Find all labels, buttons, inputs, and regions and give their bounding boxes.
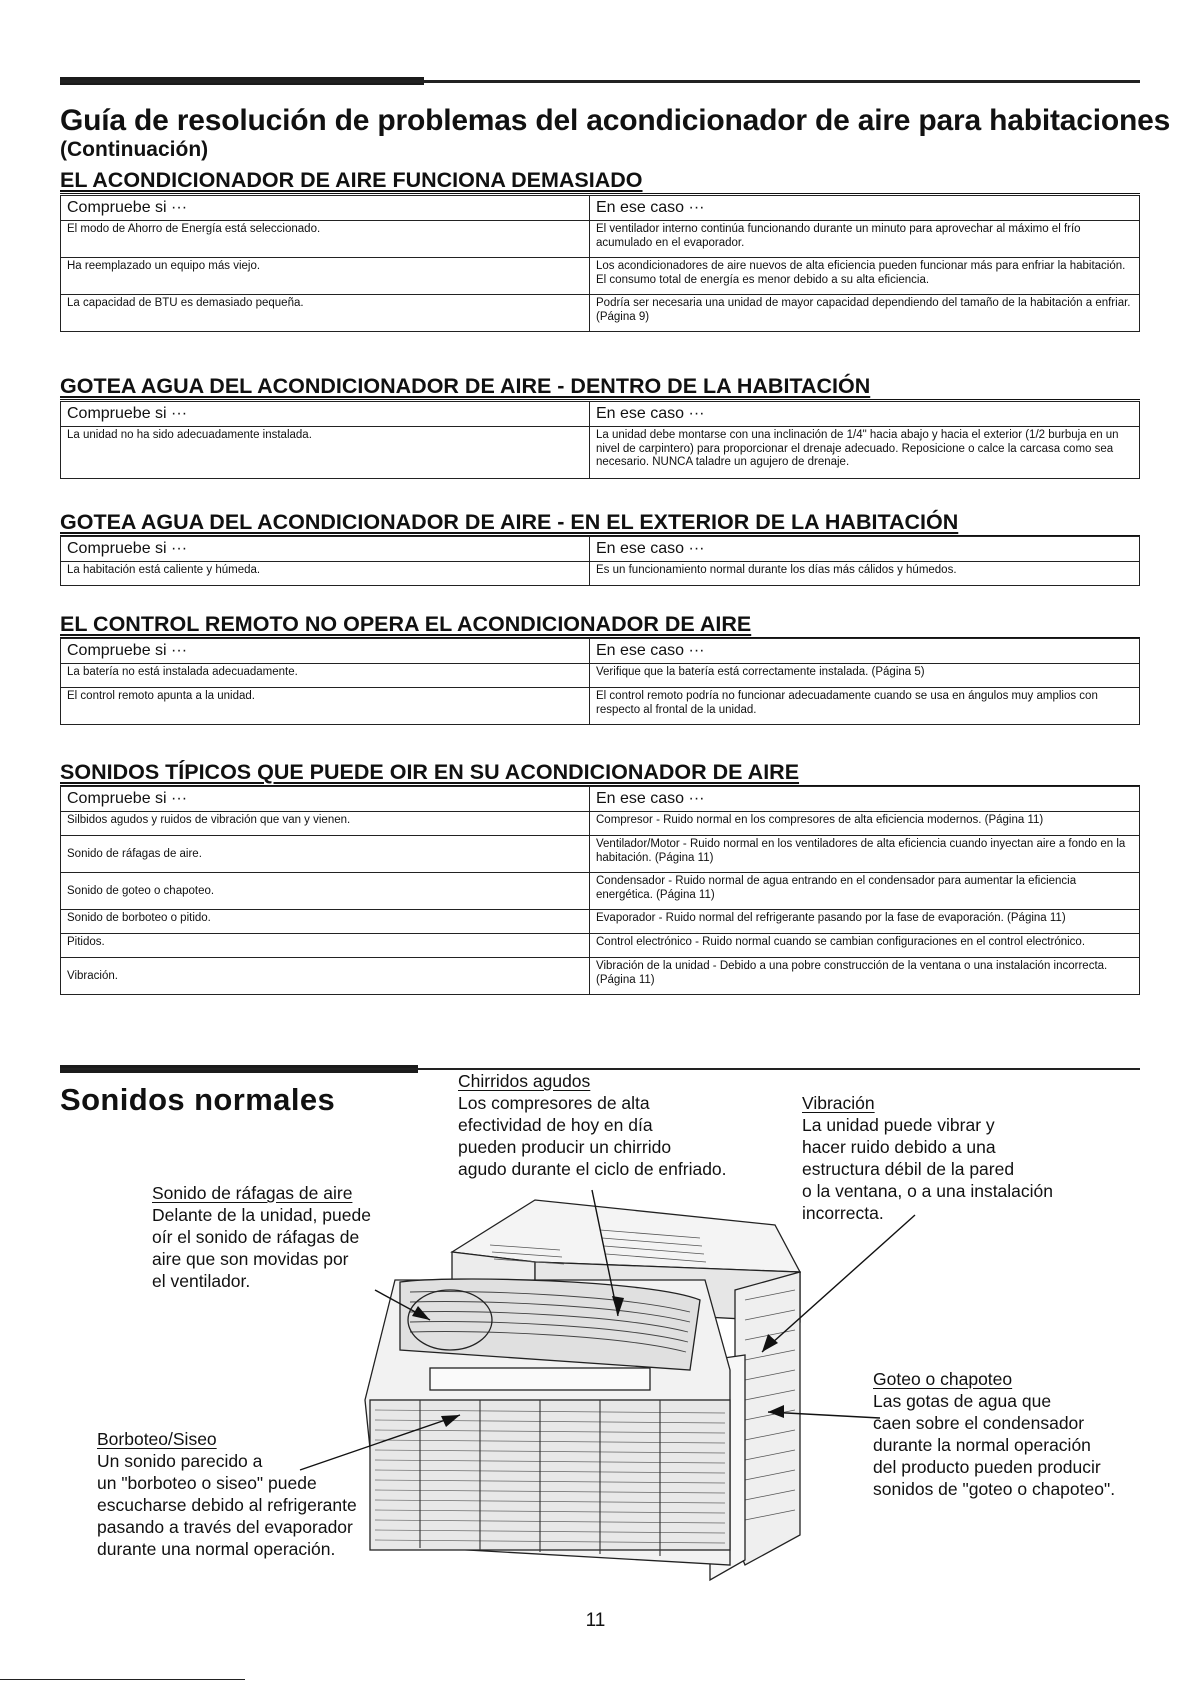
callout-vibracion xyxy=(802,1092,1053,1224)
callout-line: estructura débil de la pared xyxy=(802,1159,1015,1179)
callout-goteo xyxy=(873,1368,1115,1500)
case-cell: Compresor - Ruido normal en los compresores de alta eficiencia modernos. (Página 11) xyxy=(590,812,1140,836)
callout-chirridos xyxy=(458,1070,727,1180)
case-cell: Vibración de la unidad - Debido a una pobre construcción de la ventana o una instalación incorrecta. (Página 11) xyxy=(590,958,1140,995)
case-cell: Evaporador - Ruido normal del refrigerante pasando por la fase de evaporación. (Página 11) xyxy=(590,910,1140,934)
column-header-case: En ese caso ··· xyxy=(590,196,1140,221)
column-header-case: En ese caso ··· xyxy=(590,787,1140,812)
check-cell: Vibración. xyxy=(61,958,590,995)
case-cell: Control electrónico - Ruido normal cuando se cambian configuraciones en el control electrónico. xyxy=(590,934,1140,958)
section-title: GOTEA AGUA DEL ACONDICIONADOR DE AIRE - EN EL EXTERIOR DE LA HABITACIÓN xyxy=(60,510,1140,535)
callout-line: La unidad puede vibrar y xyxy=(802,1115,995,1135)
callout-line: caen sobre el condensador xyxy=(873,1413,1085,1433)
callout-line: durante una normal operación. xyxy=(97,1539,336,1559)
section-title: EL ACONDICIONADOR DE AIRE FUNCIONA DEMASIADO xyxy=(60,168,1140,193)
check-cell: El modo de Ahorro de Energía está seleccionado. xyxy=(61,221,590,258)
column-header-check: Compruebe si ··· xyxy=(61,402,590,427)
callout-line: Las gotas de agua que xyxy=(873,1391,1052,1411)
callout-line: aire que son movidas por xyxy=(152,1249,349,1269)
case-cell: El ventilador interno continúa funcionando durante un minuto para aprovechar al máximo el frío acumulado en el evaporador. xyxy=(590,221,1140,258)
column-header-case: En ese caso ··· xyxy=(590,639,1140,664)
check-cell: Sonido de borboteo o pitido. xyxy=(61,910,590,934)
case-cell: Condensador - Ruido normal de agua entrando en el condensador para aumentar la eficiencia energética. (Página 11) xyxy=(590,873,1140,910)
callout-borboteo xyxy=(97,1428,357,1560)
page-number: 11 xyxy=(585,1610,606,1631)
normal-sounds-title: Sonidos normales xyxy=(60,1082,336,1117)
callout-line: agudo durante el ciclo de enfriado. xyxy=(458,1159,727,1179)
section-title: SONIDOS TÍPICOS QUE PUEDE OIR EN SU ACONDICIONADOR DE AIRE xyxy=(60,760,1140,785)
case-cell: Podría ser necesaria una unidad de mayor capacidad dependiendo del tamaño de la habitación a enfriar. (Página 9) xyxy=(590,295,1140,332)
case-cell: Los acondicionadores de aire nuevos de alta eficiencia pueden funcionar más para enfriar la habitación. El consumo total de energía es menor debido a su alta eficiencia. xyxy=(590,258,1140,295)
callout-rafagas xyxy=(152,1182,371,1292)
callout-line: pasando a través del evaporador xyxy=(97,1517,353,1537)
column-header-case: En ese caso ··· xyxy=(590,402,1140,427)
check-cell: Sonido de ráfagas de aire. xyxy=(61,836,590,873)
callout-line: Los compresores de alta xyxy=(458,1093,650,1113)
check-cell: La batería no está instalada adecuadamente. xyxy=(61,664,590,688)
check-cell: La capacidad de BTU es demasiado pequeña. xyxy=(61,295,590,332)
column-header-check: Compruebe si ··· xyxy=(61,196,590,221)
check-cell: Ha reemplazado un equipo más viejo. xyxy=(61,258,590,295)
callout-line: o la ventana, o a una instalación xyxy=(802,1181,1054,1201)
callout-title: Vibración xyxy=(802,1093,875,1113)
check-cell: Sonido de goteo o chapoteo. xyxy=(61,873,590,910)
callout-line: incorrecta. xyxy=(802,1203,884,1223)
case-cell: El control remoto podría no funcionar adecuadamente cuando se usa en ángulos muy amplios con respecto al frontal de la unidad. xyxy=(590,688,1140,725)
callout-title: Goteo o chapoteo xyxy=(873,1369,1013,1389)
case-cell: La unidad debe montarse con una inclinación de 1/4" hacia abajo y hacia el exterior (1/2 burbuja en un nivel de carpintero) para proporcionar el drenaje adecuado. Reposicione o calce la carcasa como sea necesario. NUNCA taladre un agujero de drenaje. xyxy=(590,427,1140,479)
callout-line: escucharse debido al refrigerante xyxy=(97,1495,357,1515)
page-title: Guía de resolución de problemas del acondicionador de aire para habitaciones xyxy=(60,104,1171,137)
callout-line: hacer ruido debido a una xyxy=(802,1137,996,1157)
column-header-case: En ese caso ··· xyxy=(590,537,1140,562)
column-header-check: Compruebe si ··· xyxy=(61,537,590,562)
check-cell: Silbidos agudos y ruidos de vibración que van y vienen. xyxy=(61,812,590,836)
case-cell: Es un funcionamiento normal durante los días más cálidos y húmedos. xyxy=(590,562,1140,586)
footer-rule xyxy=(0,1679,245,1680)
callout-title: Sonido de ráfagas de aire xyxy=(152,1183,353,1203)
callout-line: Delante de la unidad, puede xyxy=(152,1205,371,1225)
callout-line: pueden producir un chirrido xyxy=(458,1137,672,1157)
callout-line: del producto pueden producir xyxy=(873,1457,1101,1477)
page-subtitle: (Continuación) xyxy=(60,138,209,161)
callout-title: Chirridos agudos xyxy=(458,1071,591,1091)
callout-line: efectividad de hoy en día xyxy=(458,1115,653,1135)
callout-line: durante la normal operación xyxy=(873,1435,1091,1455)
check-cell: La unidad no ha sido adecuadamente instalada. xyxy=(61,427,590,479)
case-cell: Ventilador/Motor - Ruido normal en los ventiladores de alta eficiencia cuando inyectan aire a fondo en la habitación. (Página 11) xyxy=(590,836,1140,873)
callout-line: el ventilador. xyxy=(152,1271,251,1291)
column-header-check: Compruebe si ··· xyxy=(61,787,590,812)
section-title: GOTEA AGUA DEL ACONDICIONADOR DE AIRE - DENTRO DE LA HABITACIÓN xyxy=(60,374,1140,399)
callout-line: un "borboteo o siseo" puede xyxy=(97,1473,317,1493)
column-header-check: Compruebe si ··· xyxy=(61,639,590,664)
case-cell: Verifique que la batería está correctamente instalada. (Página 5) xyxy=(590,664,1140,688)
section-title: EL CONTROL REMOTO NO OPERA EL ACONDICIONADOR DE AIRE xyxy=(60,612,1140,637)
callout-line: oír el sonido de ráfagas de xyxy=(152,1227,360,1247)
check-cell: La habitación está caliente y húmeda. xyxy=(61,562,590,586)
check-cell: Pitidos. xyxy=(61,934,590,958)
callout-title: Borboteo/Siseo xyxy=(97,1429,217,1449)
callout-line: sonidos de "goteo o chapoteo". xyxy=(873,1479,1116,1499)
check-cell: El control remoto apunta a la unidad. xyxy=(61,688,590,725)
callout-line: Un sonido parecido a xyxy=(97,1451,263,1471)
